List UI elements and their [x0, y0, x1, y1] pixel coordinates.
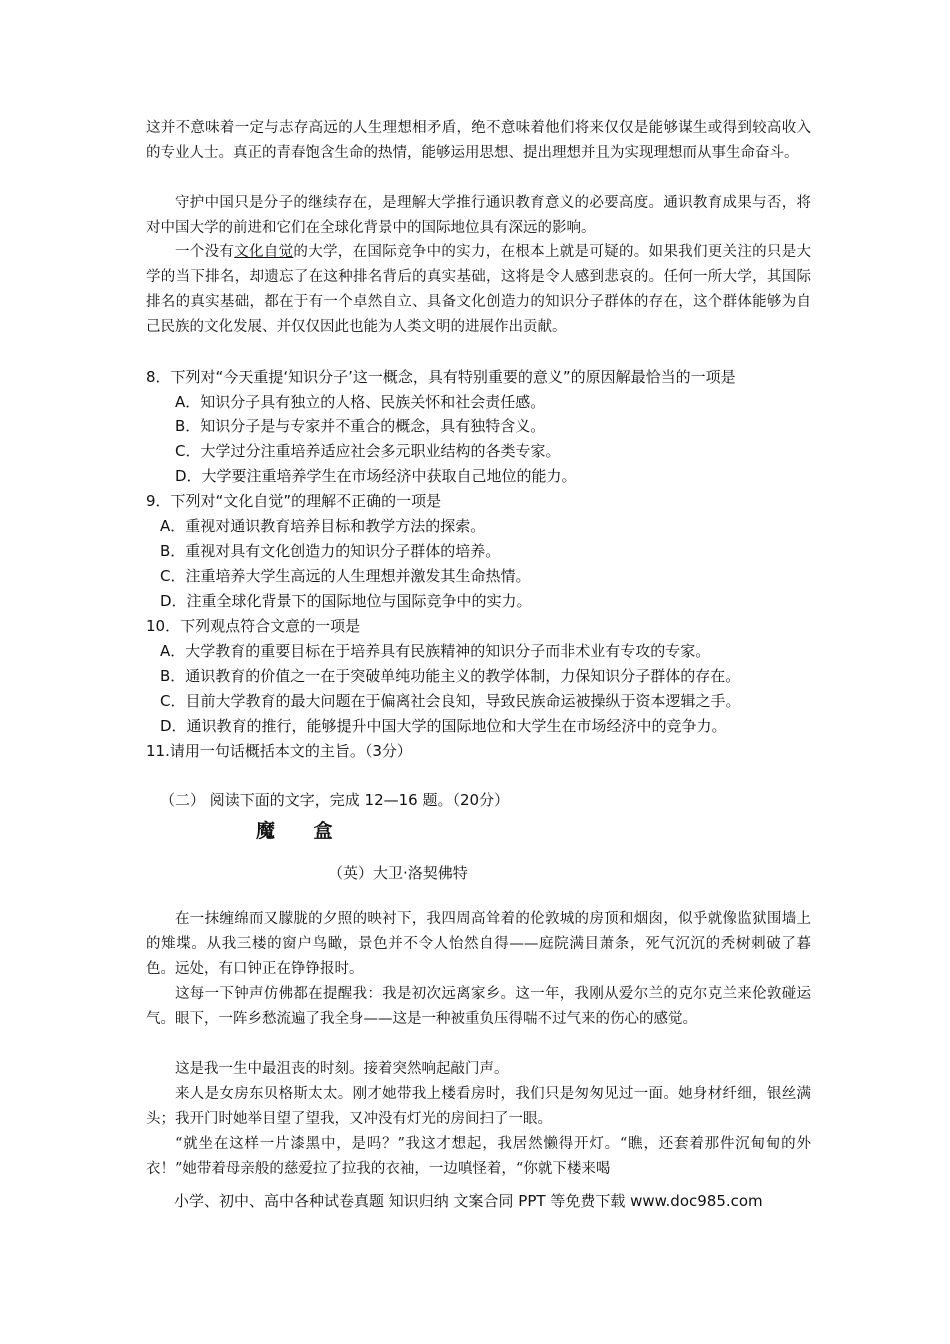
underlined-term: 文化自觉 — [234, 244, 294, 260]
passage-paragraph-3 — [146, 240, 811, 340]
question-10-stem: 10．下列观点符合文意的一项是 — [146, 617, 361, 635]
story-paragraph-2: 这每一下钟声仿佛都在提醒我：我是初次远离家乡。这一年，我刚从爱尔兰的克尔克兰来伦敦碰运气。眼下，一阵乡愁流遍了我全身——这是一种被重负压得喘不过气来的伤心的感觉。 — [146, 986, 811, 1027]
para3-pre: 一个没有 — [175, 244, 235, 260]
story-paragraph-3: 这是我一生中最沮丧的时刻。接着突然响起敲门声。 — [175, 1061, 509, 1077]
question-8-option-a: A．知识分子具有独立的人格、民族关怀和社会责任感。 — [175, 393, 546, 411]
question-10-option-a: A．大学教育的重要目标在于培养具有民族精神的知识分子而非术业有专攻的专家。 — [160, 642, 711, 660]
question-9-option-a: A．重视对通识教育培养目标和教学方法的探索。 — [160, 517, 486, 535]
question-9-option-d: D．注重全球化背景下的国际地位与国际竞争中的实力。 — [160, 592, 532, 610]
question-8-stem: 8．下列对“今天重提‘知识分子’这一概念，具有特别重要的意义”的原因解最恰当的一项是 — [146, 368, 736, 386]
question-9-option-b: B．重视对具有文化创造力的知识分子群体的培养。 — [160, 542, 501, 560]
question-8-option-d: D．大学要注重培养学生在市场经济中获取自己地位的能力。 — [175, 467, 577, 485]
passage-paragraph-2: 守护中国只是分子的继续存在，是理解大学推行通识教育意义的必要高度。通识教育成果与否，将对中国大学的前进和它们在全球化背景中的国际地位具有深远的影响。 — [146, 195, 811, 236]
question-10-option-d: D．通识教育的推行，能够提升中国大学的国际地位和大学生在市场经济中的竞争力。 — [160, 717, 727, 735]
story-title: 魔 盒 — [256, 820, 349, 842]
para3-post: 的大学，在国际竞争中的实力，在根本上就是可疑的。如果我们更关注的只是大学的当下排名，却遗忘了在这种排名背后的真实基础，这将是令人感到悲哀的。任何一所大学，其国际排名的真实基础，都在于有一个卓然自立、具备文化创造力的知识分子群体的存在，这个群体能够为自己民族的文化发展、并仅仅因此也能为人类文明的进展作出贡献。 — [146, 244, 812, 335]
story-paragraph-4: 来人是女房东贝格斯太太。刚才她带我上楼看房时，我们只是匆匆见过一面。她身材纤细，银丝满头；我开门时她举目望了望我，又冲没有灯光的房间扫了一眼。 — [146, 1086, 811, 1127]
page-footer: 小学、初中、高中各种试卷真题 知识归纳 文案合同 PPT 等免费下载 www.doc985.com — [174, 1192, 763, 1210]
section-2-header: （二） 阅读下面的文字，完成 12—16 题。（20分） — [160, 791, 510, 809]
story-paragraph-5: “就坐在这样一片漆黑中，是吗？”我这才想起，我居然懒得开灯。“瞧，还套着那件沉甸甸的外衣！”她带着母亲般的慈爱拉了拉我的衣袖，一边嗔怪着，“你就下楼来喝 — [146, 1136, 811, 1177]
story-author: （英）大卫·洛契佛特 — [328, 864, 468, 882]
question-8-option-c: C．大学过分注重培养适应社会多元职业结构的各类专家。 — [175, 442, 561, 460]
question-8-option-b: B．知识分子是与专家并不重合的概念，具有独特含义。 — [175, 417, 546, 435]
question-9-option-c: C．注重培养大学生高远的人生理想并激发其生命热情。 — [160, 567, 531, 585]
question-10-option-c: C．目前大学教育的最大问题在于偏离社会良知，导致民族命运被操纵于资本逻辑之手。 — [160, 692, 741, 710]
question-9-stem: 9．下列对“文化自觉”的理解不正确的一项是 — [146, 492, 442, 510]
story-paragraph-1: 在一抹缠绵而又朦胧的夕照的映衬下，我四周高耸着的伦敦城的房顶和烟囱，似乎就像监狱围墙上的雉堞。从我三楼的窗户鸟瞰，景色并不令人怡然自得——庭院满目萧条，死气沉沉的秃树刺破了暮色。远处，有口钟正在铮铮报时。 — [146, 911, 811, 977]
question-11: 11.请用一句话概括本文的主旨。（3分） — [146, 742, 412, 760]
question-10-option-b: B．通识教育的价值之一在于突破单纯功能主义的教学体制，力保知识分子群体的存在。 — [160, 667, 741, 685]
passage-paragraph-1: 这并不意味着一定与志存高远的人生理想相矛盾，绝不意味着他们将来仅仅是能够谋生或得到较高收入的专业人士。真正的青春饱含生命的热情，能够运用思想、提出理想并且为实现理想而从事生命奋斗。 — [146, 120, 811, 161]
